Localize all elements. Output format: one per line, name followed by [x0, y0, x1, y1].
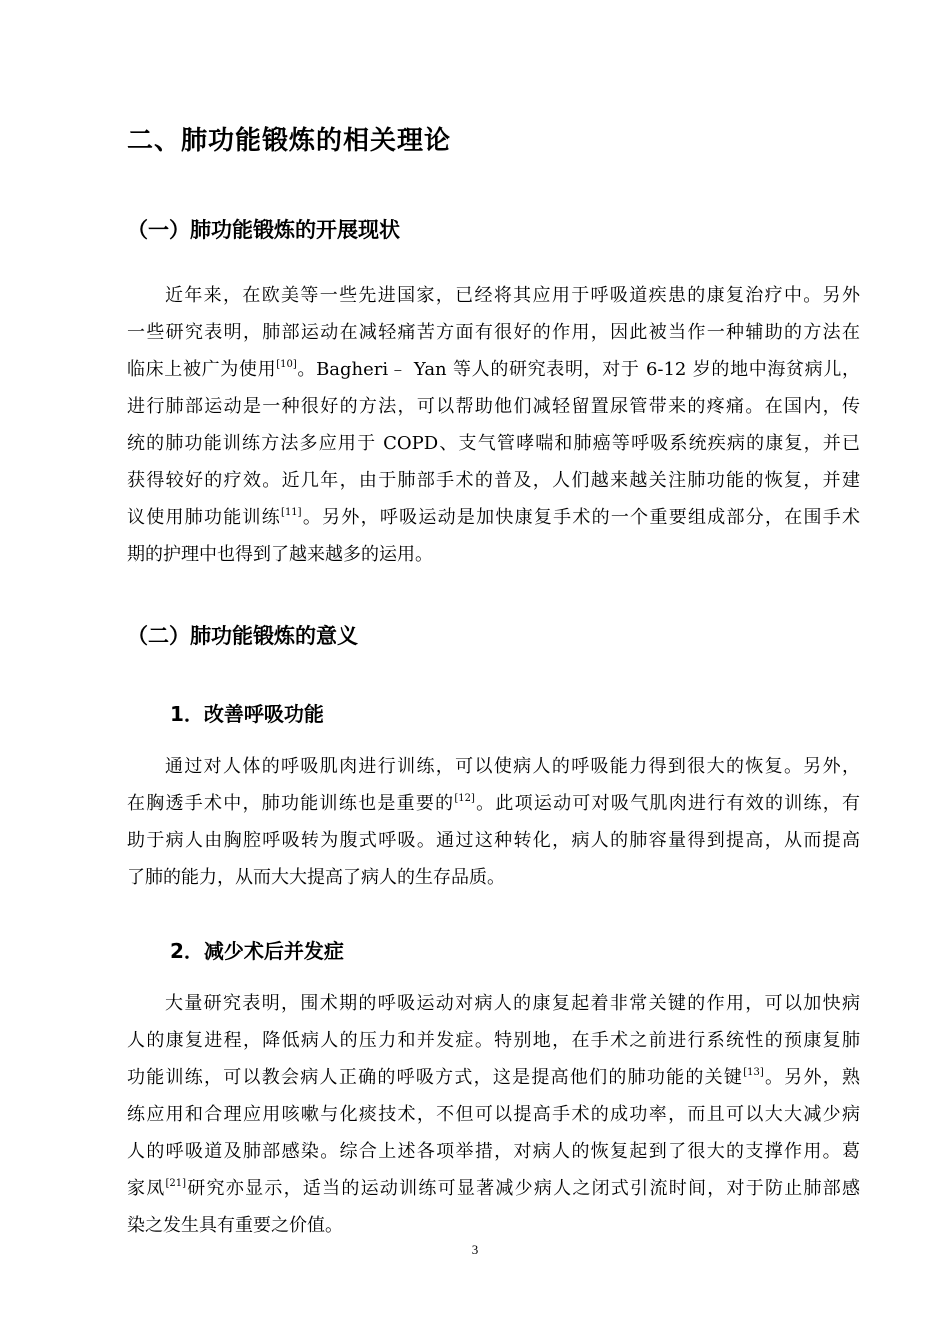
subsection-heading-breathing: 1．改善呼吸功能 — [170, 702, 324, 726]
paragraph-line — [127, 1022, 860, 1059]
line-text: 进行肺部运动是一种很好的方法，可以帮助他们减轻留置尿管带来的疼痛。在国内，传 — [127, 396, 860, 417]
line-text: 大量研究表明，围术期的呼吸运动对病人的康复起着非常关键的作用，可以加快病 — [165, 993, 860, 1014]
paragraph-line — [127, 1133, 860, 1170]
paragraph-line — [127, 1170, 860, 1207]
paragraph-line — [127, 277, 860, 314]
citation-marker: [11] — [281, 507, 302, 518]
paragraph-line — [127, 388, 860, 425]
line-text: 一些研究表明，肺部运动在减轻痛苦方面有很好的作用，因此被当作一种辅助的方法在 — [127, 322, 860, 343]
line-text: 功能训练，可以教会病人正确的呼吸方式，这是提高他们的肺功能的关键 — [127, 1067, 744, 1088]
line-text: 获得较好的疗效。近几年，由于肺部手术的普及，人们越来越关注肺功能的恢复，并建 — [127, 470, 860, 491]
chapter-heading: 二、肺功能锻炼的相关理论 — [127, 126, 452, 156]
paragraph-line — [127, 536, 860, 573]
line-text: 染之发生具有重要之价值。 — [127, 1215, 343, 1236]
page-number: 3 — [471, 1242, 479, 1257]
line-text-continued: 研究亦显示，适当的运动训练可显著减少病人之闭式引流时间，对于防止肺部感 — [186, 1178, 861, 1199]
paragraph-line — [127, 822, 860, 859]
paragraph-status — [127, 277, 860, 573]
paragraph-complications — [127, 985, 860, 1244]
paragraph-line — [127, 425, 860, 462]
paragraph-line — [127, 499, 860, 536]
line-text: 练应用和合理应用咳嗽与化痰技术，不但可以提高手术的成功率，而且可以大大减少病 — [127, 1104, 860, 1125]
paragraph-line — [127, 1059, 860, 1096]
paragraph-breathing — [127, 748, 860, 896]
citation-marker: [10] — [276, 359, 297, 370]
subsection-heading-complications: 2．减少术后并发症 — [170, 939, 344, 963]
paragraph-line — [127, 351, 860, 388]
line-text: 家凤 — [127, 1178, 166, 1199]
paragraph-line — [127, 859, 860, 896]
line-text: 临床上被广为使用 — [127, 359, 277, 380]
line-text: 近年来，在欧美等一些先进国家，已经将其应用于呼吸道疾患的康复治疗中。另外 — [165, 285, 860, 306]
line-text: 人的康复进程，降低病人的压力和并发症。特别地，在手术之前进行系统性的预康复肺 — [127, 1030, 860, 1051]
line-text: 助于病人由胸腔呼吸转为腹式呼吸。通过这种转化，病人的肺容量得到提高，从而提高 — [127, 830, 860, 851]
line-text-continued: 。另外，熟 — [763, 1067, 860, 1088]
paragraph-line — [127, 748, 860, 785]
line-text: 通过对人体的呼吸肌肉进行训练，可以使病人的呼吸能力得到很大的恢复。另外， — [165, 756, 860, 777]
section-heading-status: （一）肺功能锻炼的开展现状 — [127, 218, 400, 242]
line-text-continued: 。此项运动可对吸气肌肉进行有效的训练，有 — [474, 793, 861, 814]
line-text: 人的呼吸道及肺部感染。综合上述各项举措，对病人的恢复起到了很大的支撑作用。葛 — [127, 1141, 860, 1162]
citation-marker: [13] — [743, 1067, 764, 1078]
paragraph-line — [127, 462, 860, 499]
line-text: 统的肺功能训练方法多应用于 COPD、支气管哮喘和肺癌等呼吸系统疾病的康复，并已 — [127, 433, 860, 454]
paragraph-line — [127, 985, 860, 1022]
line-text: 议使用肺功能训练 — [127, 507, 282, 528]
paragraph-line — [127, 1096, 860, 1133]
citation-marker: [12] — [454, 793, 475, 804]
paragraph-line — [127, 314, 860, 351]
line-text-continued: 。Bagheri﹣ Yan 等人的研究表明，对于 6-12 岁的地中海贫病儿， — [296, 359, 860, 380]
line-text: 了肺的能力，从而大大提高了病人的生存品质。 — [127, 867, 505, 888]
citation-marker: [21] — [165, 1178, 187, 1189]
paragraph-line — [127, 1207, 860, 1244]
section-heading-significance: （二）肺功能锻炼的意义 — [127, 624, 358, 648]
line-text: 期的护理中也得到了越来越多的运用。 — [127, 544, 433, 565]
line-text-continued: 。另外，呼吸运动是加快康复手术的一个重要组成部分，在围手术 — [301, 507, 860, 528]
paragraph-line — [127, 785, 860, 822]
line-text: 在胸透手术中，肺功能训练也是重要的 — [127, 793, 455, 814]
